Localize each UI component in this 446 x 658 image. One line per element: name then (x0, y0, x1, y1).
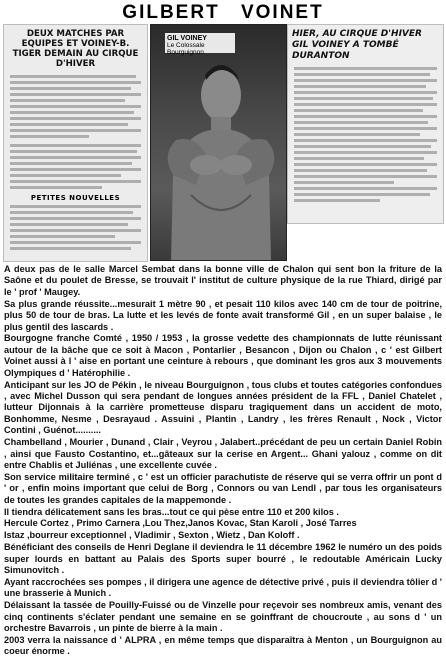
paragraph: 2003 verra la naissance d ' ALPRA , en même temps que disparaîtra à Menton , un Bourguignon au coeur énorme . (4, 635, 442, 657)
photo-caption-name: GIL VOINEY (167, 35, 207, 42)
clipping-left-news-block (10, 205, 141, 250)
clipping-right-headline: HIER, AU CIRQUE D'HIVER GIL VOINEY A TOMBÉ DURANTON (292, 29, 422, 61)
paragraph: Chambelland , Mourier , Dunand , Clair , Veyrou , Jalabert..précédant de peu un certain Daniel Robin , ainsi que Fausto Costantino, et...gâteaux sur la cerise en Argent... Ghani yalouz , comme on dit entre Chablis et Juliénas , une excellente cuvée . (4, 437, 442, 470)
biography-text (4, 264, 442, 658)
paragraph: Anticipant sur les JO de Pékin , le niveau Bourguignon , tous clubs et toutes catégories confondues , avec Michel Dusson qui sera pendant de longues années président de la FFL , Daniel Chatelet , lutteur Dijonnais à la carrière prometteuse disparu tragiquement dans un accident de moto, Bonhomme, Nesme , Desrayaud . Assuini , Plantin , Landry , les frères Renault , Nock , Victor Contini , Guénot.......... (4, 379, 442, 436)
paragraph: A deux pas de le salle Marcel Sembat dans la bonne ville de Chalon qui sent bon la friture de la Saône et du poulet de Bresse, se trouvait l' institut de culture physique de la rue Thiard, dirigé par le ' prof ' Maugey. (4, 264, 442, 297)
clipping-left-text-block (10, 75, 141, 189)
photo-caption-line: Le Colossale Bourguignon (167, 42, 205, 56)
paragraph: Hercule Cortez , Primo Carnera ,Lou Thez,Janos Kovac, Stan Karoli , José Tarres (4, 518, 357, 529)
newspaper-clipping-right (287, 24, 444, 224)
clipping-left-headline: DEUX MATCHES PAR EQUIPES ET VOINEY-B. TIGER DEMAIN AU CIRQUE D'HIVER (12, 29, 139, 69)
clipping-left-subhead: PETITES NOUVELLES (30, 194, 121, 202)
wrestler-silhouette (151, 25, 287, 261)
paragraph: Bénéficiant des conseils de Henri Deglane il deviendra le 11 décembre 1962 le numéro un des poids super lourds en battant au Palais des Sports super bourré , le redoutable Américain Lucky Simunovitch . (4, 542, 442, 576)
newspaper-clipping-left (3, 24, 148, 262)
page-title: GILBERT VOINET (122, 2, 324, 23)
paragraph: Son service militaire terminé , c ' est un officier parachutiste de réserve qui se verra offrir un pont d ' or , enfin moins important que celui de Borg , Connors ou van Lendl , par tous les organisateurs de toutes les grandes capitales de la mappemonde . (4, 471, 442, 505)
clipping-right-text-block (294, 67, 437, 202)
paragraph: Délaissant la tassée de Pouilly-Fuissé ou de Vinzelle pour reçevoir ses nombreux amis, venant des cinq continents s'éclater pendant une semaine en se goinffrant de choucroute , au sons d ' un orchestre Bavarrois , un pinte de bierre à la main . (4, 600, 442, 634)
paragraph: Il tiendra délicatement sans les bras...tout ce qui pèse entre 110 et 200 kilos . (4, 506, 339, 517)
paragraph: Ayant raccrochées ses pompes , il dirigera une agence de détective privé , puis il deviendra tôlier d ' une brasserie à Munich . (4, 576, 442, 599)
paragraph: Istaz ,bourreur exceptionnel , Vladimir , Sexton , Wietz , Dan Koloff . (4, 530, 300, 541)
wrestler-photo (150, 24, 287, 261)
paragraph: Sa plus grande réussite...mesurait 1 mètre 90 , et pesait 110 kilos avec 140 cm de tour de poitrine, plus 50 de tour de bras. La lutte et les levés de fonte avait transformé Gil , en un super balaise , le plus gentil des lascards . (4, 298, 442, 332)
paragraph: Bourgogne franche Comté , 1950 / 1953 , la grosse vedette des championnats de lutte réunissant autour de la bâche que ce soit à Macon , Pontarlier , Besancon , Dijon ou Chalon , c ' est Gilbert Voinet aussi à l ' aise en portant une ceinture à rebours , que dominant les gros aux 3 mouvements Olympiques d ' Hatérophilie . (4, 333, 442, 378)
